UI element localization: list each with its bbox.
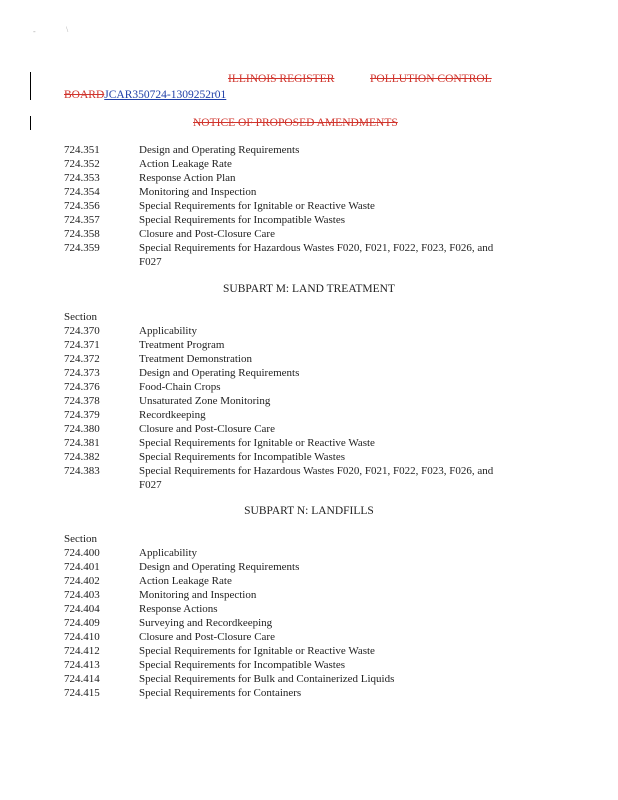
subpart-m-heading: SUBPART M: LAND TREATMENT [223, 283, 395, 295]
notice-title: NOTICE OF PROPOSED AMENDMENTS [193, 117, 398, 129]
change-bar [30, 116, 31, 130]
register-title: ILLINOIS REGISTER [228, 73, 335, 85]
inserted-jcar-id: JCAR350724-1309252r01 [104, 89, 227, 101]
section-label: Section [64, 311, 97, 323]
board-jcar-line [64, 89, 226, 101]
subpart-n-heading: SUBPART N: LANDFILLS [244, 505, 374, 517]
scan-mark: - [33, 27, 36, 36]
scan-mark: \ [66, 25, 69, 34]
change-bar [30, 72, 31, 100]
deleted-text: BOARD [64, 89, 105, 101]
document-page: - \ ILLINOIS REGISTER POLLUTION CONTROL BOARDJCAR350724-1309252r01 NOTICE OF PROPOSED AMENDMENTS 724.351 Design and Operating Requirements 724.352 Action Leakage Rate 724.353 Response Action Plan 724.354 Monitoring and Inspection 724.356 Special Requirements for Ignitable or Reactive Waste 724.357 Special Requirements for Incompatible Wastes 724.358 Closure and Post-Closure Care 724.359 Special Requirements for Hazardous Wastes F020, F021, F022, F023, F026, and F027 SUBPART M: LAND TREATMENT Section 724.370 Applicability 724.371 Treatment Program 724.372 Treatment Demonstration 724.373 Design and Operating Requirements 724.376 Food-Chain Crops 724.378 Unsaturated Zone Monitoring 724.379 Recordkeeping 724.380 Closure and Post-Closure Care 724.381 Special Requirements for Ignitable or Reactive Waste 724.382 Special Requirements for Incompatible Wastes 724.383 Special Requirements for Hazardous Wastes F020, F021, F022, F023, F026, and F027 SUBPART N: LANDFILLS Section 724.400 Applicability 724.401 Design and Operating Requirements 724.402 Action Leakage Rate 724.403 Monitoring and Inspection 724.404 Response Actions 724.409 Surveying and Recordkeeping 724.410 Closure and Post-Closure Care 724.412 Special Requirements for Ignitable or Reactive Waste 724.413 Special Requirements for Incompatible Wastes 724.414 Special Requirements for Bulk and Containerized Liquids 724.415 Special Requirements for Containers [0, 0, 618, 800]
board-title: POLLUTION CONTROL [370, 73, 492, 85]
section-label: Section [64, 533, 97, 545]
